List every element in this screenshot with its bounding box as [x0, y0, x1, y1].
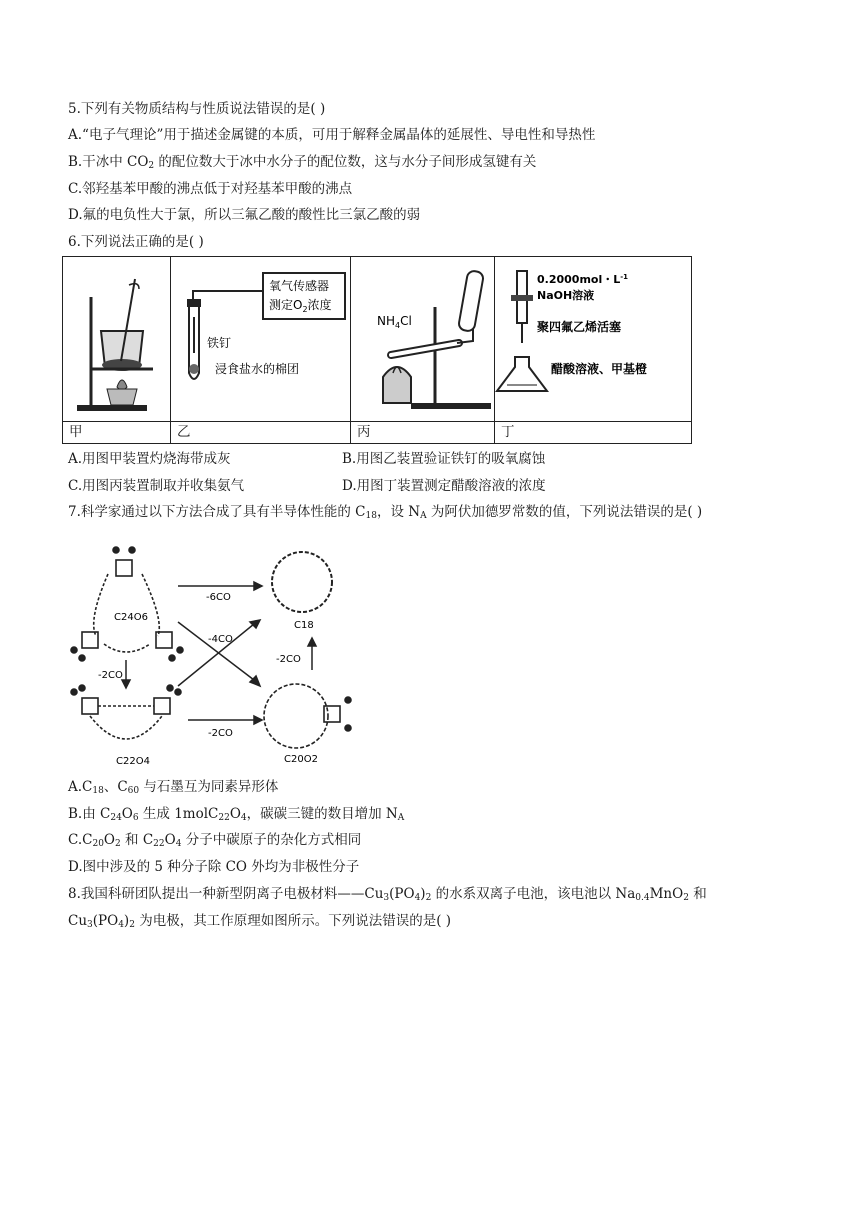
q8-stem-line2: $Cu_3(PO_4)_2$ 为电极，其工作原理如图所示。下列说法错误的是( ) [68, 913, 452, 930]
q7-stem: 7.科学家通过以下方法合成了具有半导体性能的 $C_{18}$，设 $N_A$ 为阿伏加德罗常数的值，下列说法错误的是( ) [68, 504, 703, 521]
c20o2-molecule [264, 684, 351, 748]
q7-option-d: D.图中涉及的 5 种分子除 CO 外均为非极性分子 [68, 859, 360, 875]
valve-label: 聚四氟乙烯活塞 [537, 320, 622, 334]
c22o4-molecule [71, 685, 181, 739]
apparatus-jia-cell [63, 257, 171, 422]
sensor-label: 氧气传感器 [269, 279, 330, 293]
arrow-minus-4co: -4CO [208, 634, 233, 645]
apparatus-table [62, 256, 692, 444]
oxygen-sensor-tube-icon [171, 257, 350, 421]
flask-label: 醋酸溶液、甲基橙 [551, 362, 648, 376]
c18-ring [272, 552, 332, 612]
caption-jia: 甲 [63, 422, 171, 444]
q6-option-b: B.用图乙装置验证铁钉的吸氧腐蚀 [342, 451, 546, 467]
q5-stem: 5.下列有关物质结构与性质说法错误的是( ) [68, 101, 326, 117]
q5-option-c: C.邻羟基苯甲酸的沸点低于对羟基苯甲酸的沸点 [68, 181, 353, 197]
c18-label: C18 [294, 620, 314, 631]
c22o4-label: C22O4 [116, 756, 150, 767]
arrow-minus-6co: -6CO [206, 592, 231, 603]
q6-stem: 6.下列说法正确的是( ) [68, 234, 204, 250]
arrow-minus-2co-down: -2CO [98, 670, 123, 681]
q5-option-a: A.“电子气理论”用于描述金属键的本质，可用于解释金属晶体的延展性、导电性和导热性 [68, 127, 596, 143]
q7-option-c: $C.C_{20}O_2$ 和 $C_{22}O_4$ 分子中碳原子的杂化方式相同 [68, 832, 362, 849]
q5-option-d: D.氟的电负性大于氯，所以三氟乙酸的酸性比三氯乙酸的弱 [68, 207, 421, 223]
naoh-label: NaOH溶液 [537, 289, 595, 302]
nail-label: 铁钉 [207, 336, 232, 350]
sensor-label-o2: 测定$O_2$浓度 [269, 298, 332, 314]
nh4cl-label: $NH_4Cl$ [377, 314, 412, 330]
q8-stem-line1: 8.我国科研团队提出一种新型阴离子电极材料$——Cu_3(PO_4)_2$ 的水系双离子电池，该电池以 $Na_{0.4}MnO_2$ 和 [68, 886, 707, 903]
c18-synthesis-diagram [68, 540, 368, 770]
apparatus-ding-cell [495, 257, 692, 422]
q5-option-b: B.干冰中 $CO_2$ 的配位数大于冰中水分子的配位数，这与水分子间形成氢键有关 [68, 154, 537, 171]
evaporating-dish-burner-icon [63, 257, 170, 421]
arrow-minus-2co-up: -2CO [276, 654, 301, 665]
apparatus-bing-cell [351, 257, 495, 422]
caption-yi: 乙 [171, 422, 351, 444]
cotton-label: 浸食盐水的棉团 [215, 362, 300, 376]
c20o2-label: C20O2 [284, 754, 318, 765]
c24o6-label: C24O6 [114, 612, 148, 623]
titration-burette-icon [495, 257, 691, 421]
arrow-minus-2co-right: -2CO [208, 728, 233, 739]
caption-bing: 丙 [351, 422, 495, 444]
naoh-concentration-label: 0.2000mol・$L^{-1}$ [537, 273, 629, 286]
caption-ding: 丁 [495, 422, 692, 444]
q7-option-b: B.由 $C_{24}O_6$ 生成 $1molC_{22}O_4$，碳碳三键的数目增加 $N_A$ [68, 806, 405, 823]
apparatus-yi-cell [171, 257, 351, 422]
ammonia-apparatus-icon [351, 257, 494, 421]
q6-option-d: D.用图丁装置测定醋酸溶液的浓度 [342, 478, 546, 494]
q6-option-c: C.用图丙装置制取并收集氨气 [68, 478, 245, 494]
c24o6-molecule [71, 547, 183, 661]
q6-option-a: A.用图甲装置灼烧海带成灰 [68, 451, 231, 467]
q7-option-a: $A.C_{18}$、$C_{60}$ 与石墨互为同素异形体 [68, 779, 279, 796]
